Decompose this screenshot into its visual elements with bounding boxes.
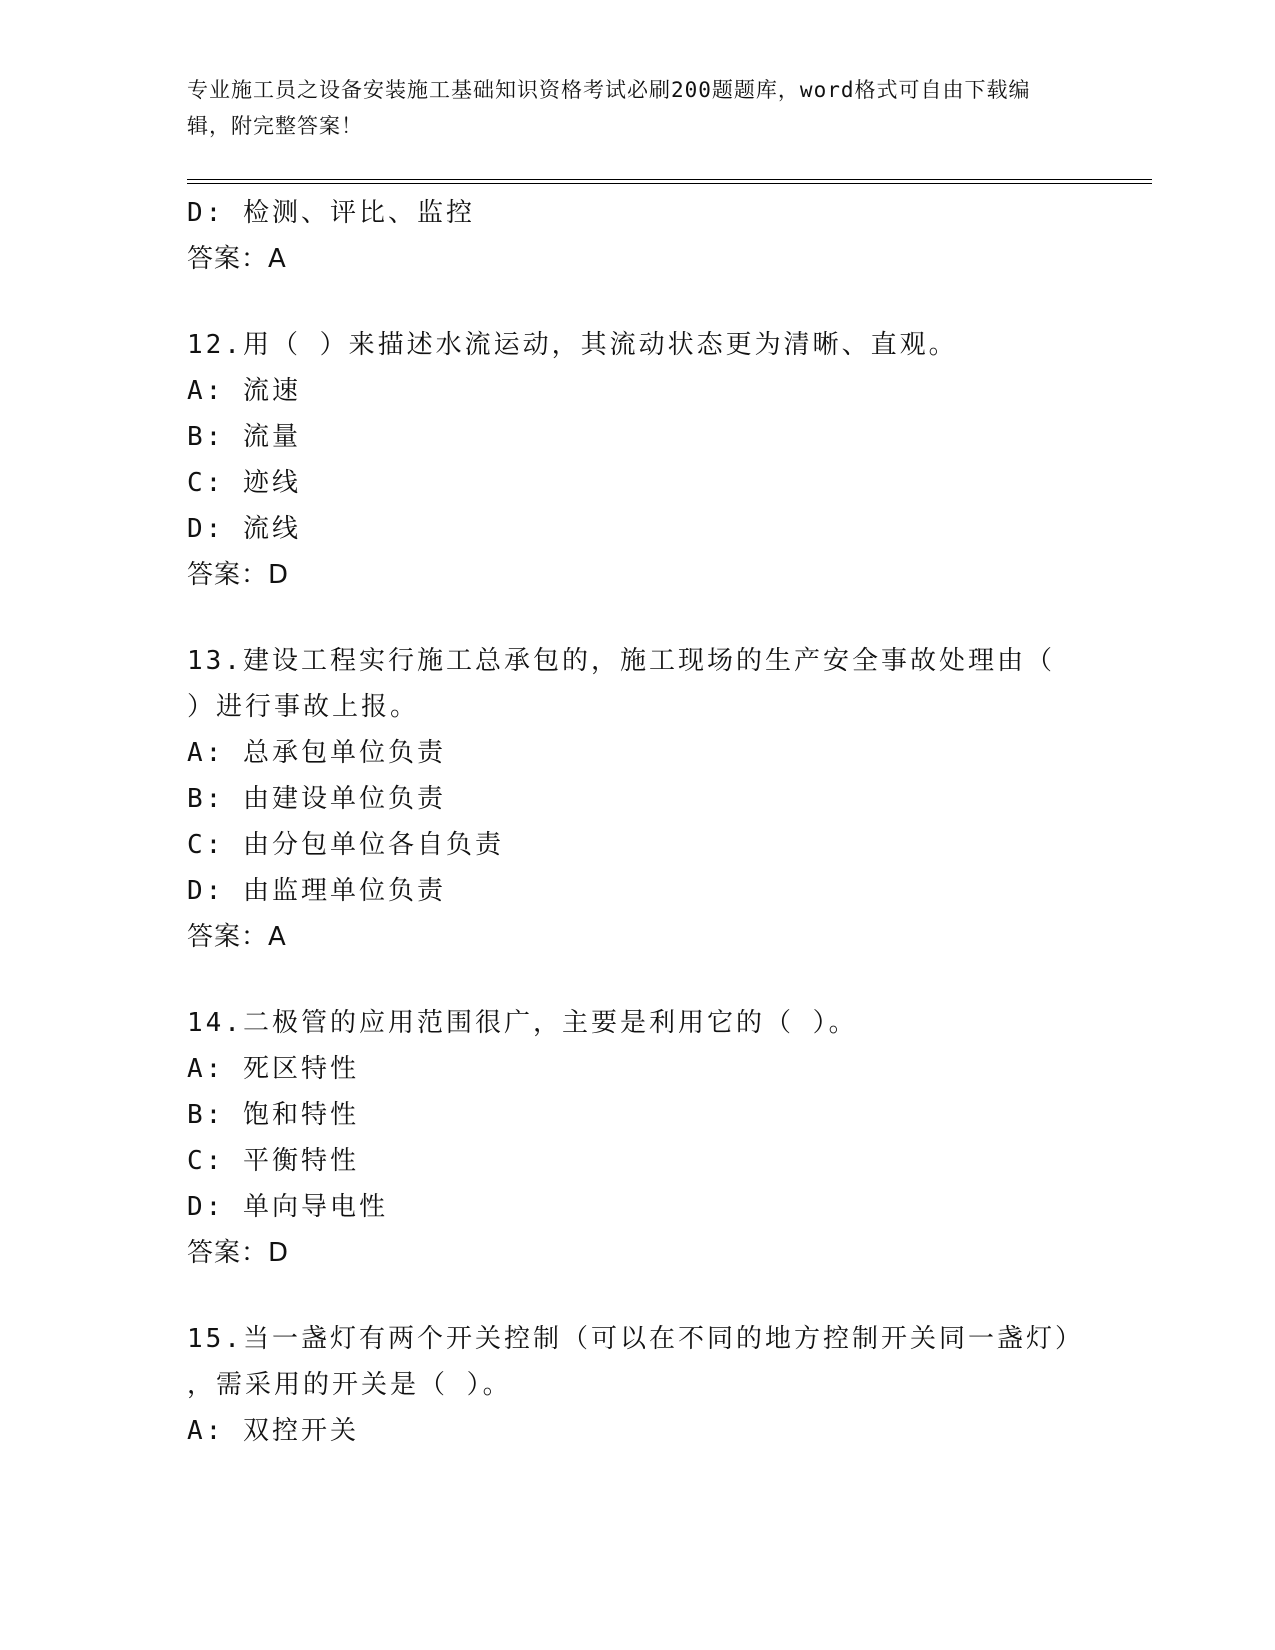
option-a: A: 总承包单位负责 xyxy=(187,738,446,768)
option-a: A: 流速 xyxy=(187,376,301,406)
option-d: D: 由监理单位负责 xyxy=(187,876,446,906)
question-13 xyxy=(187,638,1067,960)
option-c: C: 平衡特性 xyxy=(187,1146,359,1176)
page-header-title: 专业施工员之设备安装施工基础知识资格考试必刷200题题库，word格式可自由下载编辑，附完整答案！ xyxy=(187,78,1031,138)
option-b: B: 饱和特性 xyxy=(187,1100,359,1130)
option-a: A: 死区特性 xyxy=(187,1054,359,1084)
question-stem-line-2: ，需采用的开关是（ ）。 xyxy=(187,1370,512,1400)
option-d: D: 单向导电性 xyxy=(187,1192,388,1222)
document-body xyxy=(187,190,1084,1454)
question-stem: 12.用（ ）来描述水流运动，其流动状态更为清晰、直观。 xyxy=(187,330,958,360)
option-b: B: 流量 xyxy=(187,422,301,452)
answer: 答案：D xyxy=(187,1238,290,1268)
question-12 xyxy=(187,322,1067,598)
option-c: C: 由分包单位各自负责 xyxy=(187,830,504,860)
option-a: A: 双控开关 xyxy=(187,1416,359,1446)
question-stem-line-1: 13.建设工程实行施工总承包的，施工现场的生产安全事故处理由（ xyxy=(187,646,1055,676)
question-14 xyxy=(187,1000,1067,1276)
question-11-tail xyxy=(187,190,1067,282)
option-d: D: 检测、评比、监控 xyxy=(187,198,475,228)
answer: 答案：A xyxy=(187,244,287,274)
answer: 答案：A xyxy=(187,922,287,952)
header-rule-top xyxy=(187,179,1152,180)
answer: 答案：D xyxy=(187,560,290,590)
option-d: D: 流线 xyxy=(187,514,301,544)
option-c: C: 迹线 xyxy=(187,468,301,498)
question-stem-line-1: 15.当一盏灯有两个开关控制（可以在不同的地方控制开关同一盏灯） xyxy=(187,1324,1084,1354)
header-rule-bottom xyxy=(187,183,1152,184)
question-15 xyxy=(187,1316,1084,1454)
question-stem-line-2: ）进行事故上报。 xyxy=(187,692,420,722)
question-stem: 14.二极管的应用范围很广，主要是利用它的（ ）。 xyxy=(187,1008,858,1038)
option-b: B: 由建设单位负责 xyxy=(187,784,446,814)
